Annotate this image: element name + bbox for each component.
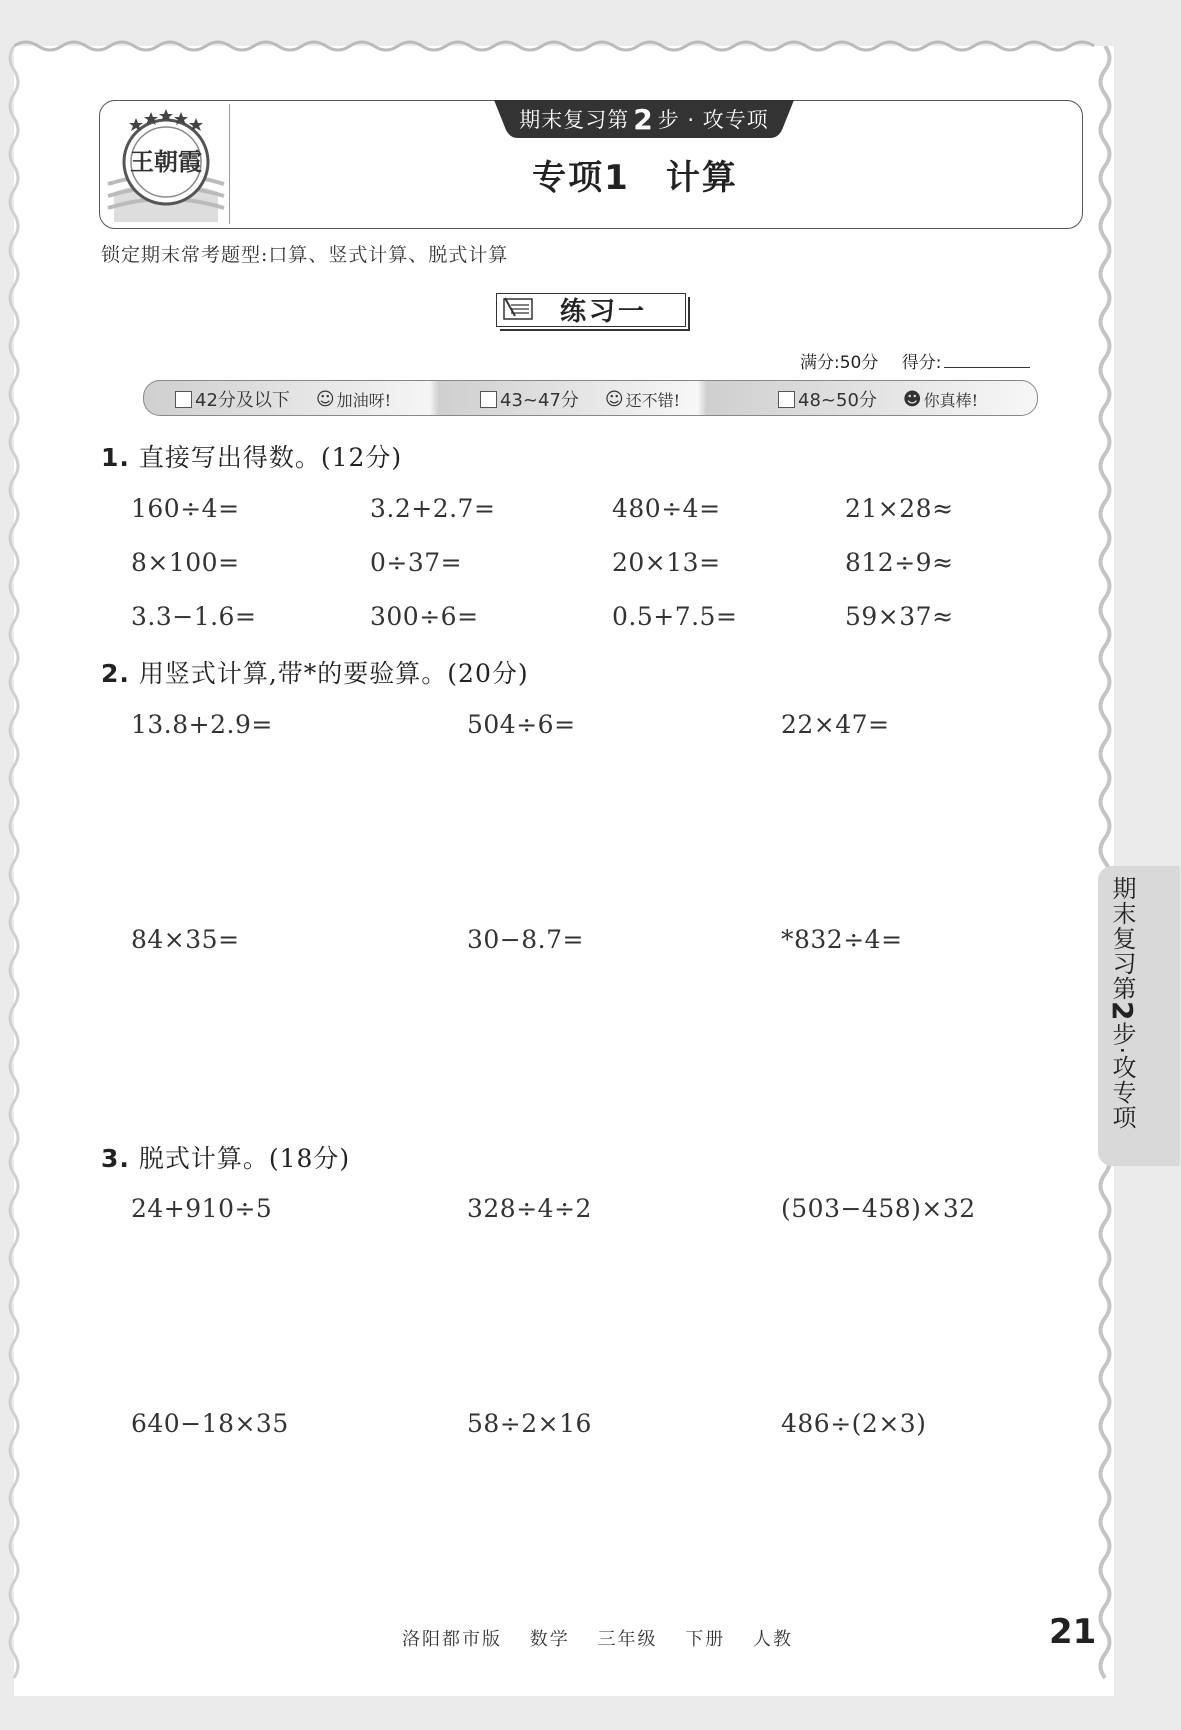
rating-mid: [480, 386, 680, 412]
footer-grade: 三年级: [597, 1629, 658, 1650]
side-tab-suffix: 步·攻专项: [1108, 1021, 1136, 1131]
score-label: 得分:: [901, 353, 942, 373]
q2-item: 22×47=: [781, 710, 890, 739]
rating-low-cheer: 加油呀!: [336, 390, 392, 410]
rating-high-cheer: 你真棒!: [923, 390, 979, 410]
q2-item: 30−8.7=: [467, 925, 584, 954]
exam-focus-line: 锁定期末常考题型:口算、竖式计算、脱式计算: [101, 244, 509, 266]
side-tab-prefix: 期末复习第: [1108, 876, 1136, 1001]
q3-item: 328÷4÷2: [467, 1194, 592, 1223]
q2-item: 84×35=: [131, 925, 240, 954]
rating-high: [778, 386, 978, 412]
svg-text:王朝霞: 王朝霞: [130, 147, 202, 176]
footer-edition: 洛阳都市版: [402, 1629, 502, 1650]
q2-item: 13.8+2.9=: [131, 710, 273, 739]
footer-publisher: 人教: [752, 1629, 793, 1650]
wavy-top-border: [14, 38, 1114, 52]
score-blank[interactable]: [944, 367, 1030, 368]
rating-mid-cheer: 还不错!: [625, 390, 681, 410]
question-3-text: 脱式计算。(18分): [138, 1144, 351, 1173]
rating-mid-checkbox[interactable]: [480, 391, 497, 408]
q1-item: 3.3−1.6=: [131, 602, 257, 631]
footer: [402, 1625, 813, 1651]
step-tab-label: [494, 100, 794, 138]
footer-volume: 下册: [685, 1629, 726, 1650]
q1-item: 20×13=: [612, 548, 721, 577]
q1-item: 21×28≈: [845, 494, 954, 523]
rating-high-checkbox[interactable]: [778, 391, 795, 408]
q3-item: (503−458)×32: [781, 1194, 976, 1223]
q1-item: 3.2+2.7=: [370, 494, 496, 523]
rating-low: [175, 386, 391, 412]
topic-title: 专项1 计算: [532, 158, 738, 198]
footer-subject: 数学: [529, 1629, 570, 1650]
smile-face-icon: ☺: [604, 388, 624, 410]
q2-item: 504÷6=: [467, 710, 576, 739]
step-prefix: 期末复习第: [519, 108, 630, 132]
q1-item: 300÷6=: [370, 602, 479, 631]
q1-item: 0÷37=: [370, 548, 463, 577]
logo-divider: [229, 104, 230, 224]
wavy-left-border: [6, 46, 22, 1696]
q1-item: 8×100=: [131, 548, 240, 577]
q2-item: *832÷4=: [781, 925, 903, 954]
question-3-heading: [101, 1139, 350, 1175]
step-suffix: 步 · 攻专项: [657, 108, 769, 132]
q1-item: 0.5+7.5=: [612, 602, 738, 631]
q3-item: 486÷(2×3): [781, 1409, 927, 1438]
full-marks: 满分:50分: [800, 353, 879, 373]
question-2-text: 用竖式计算,带*的要验算。(20分): [138, 659, 529, 688]
page-number: 21: [1049, 1612, 1097, 1652]
cheer-face-icon: ☺: [315, 388, 335, 410]
step-number: 2: [633, 102, 654, 136]
step-tab: [494, 100, 794, 138]
pencil-paper-icon: [503, 296, 537, 322]
rating-low-checkbox[interactable]: [175, 391, 192, 408]
q1-item: 812÷9≈: [845, 548, 954, 577]
question-2-heading: [101, 654, 529, 690]
rating-high-range: 48~50分: [798, 390, 877, 411]
question-3-number: 3.: [101, 1144, 130, 1173]
rating-low-range: 42分及以下: [195, 390, 290, 411]
exercise-title: 练习一: [560, 297, 648, 327]
question-1-heading: [101, 438, 402, 474]
publisher-logo: [104, 104, 228, 222]
rating-mid-range: 43~47分: [500, 390, 579, 411]
question-1-number: 1.: [101, 443, 130, 472]
happy-face-icon: ☻: [902, 388, 922, 410]
question-2-number: 2.: [101, 659, 130, 688]
side-tab-label: [1106, 876, 1139, 1131]
q1-item: 480÷4=: [612, 494, 721, 523]
q3-item: 640−18×35: [131, 1409, 289, 1438]
score-line: [800, 348, 1030, 373]
side-tab-number: 2: [1106, 1001, 1139, 1022]
q1-item: 160÷4=: [131, 494, 240, 523]
q3-item: 58÷2×16: [467, 1409, 592, 1438]
q3-item: 24+910÷5: [131, 1194, 273, 1223]
question-1-text: 直接写出得数。(12分): [138, 443, 403, 472]
q1-item: 59×37≈: [845, 602, 954, 631]
